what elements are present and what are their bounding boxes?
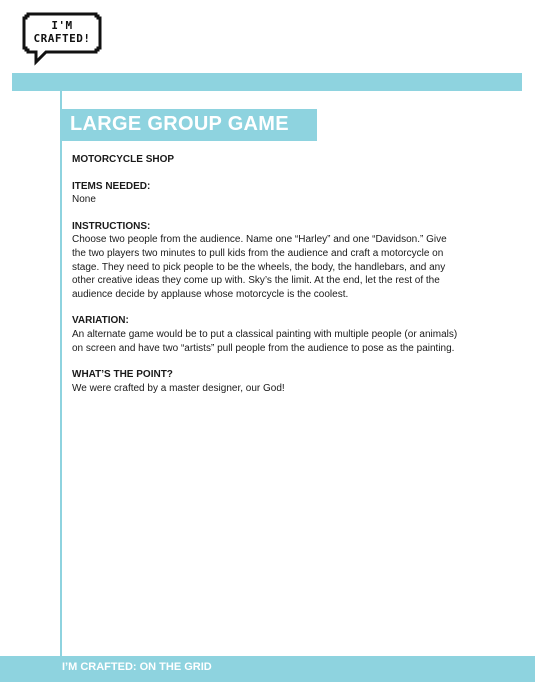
footer-text: I’M CRAFTED: ON THE GRID xyxy=(62,661,212,673)
game-content xyxy=(72,153,492,395)
instructions-line: other creative ideas they come up with. Sky’s the limit. At the end, let the rest of the xyxy=(72,275,440,287)
point-text: We were crafted by a master designer, our God! xyxy=(72,382,285,394)
variation-text xyxy=(72,328,492,355)
im-crafted-logo xyxy=(22,12,102,66)
instructions-line: the two players two minutes to pull kids from the audience and craft a motorcycle on xyxy=(72,247,444,259)
title-banner xyxy=(62,109,317,141)
point-heading: WHAT’S THE POINT? xyxy=(72,369,173,381)
top-band xyxy=(12,73,522,91)
instructions-line: stage. They need to pick people to be the wheels, the body, the handlebars, and any xyxy=(72,261,446,273)
page-title: LARGE GROUP GAME xyxy=(70,113,289,135)
instructions-text xyxy=(72,233,492,301)
variation-line: on screen and have two “artists” pull people from the audience to pose as the painting. xyxy=(72,342,455,354)
logo-line-1: I'M xyxy=(51,19,73,32)
instructions-line: Choose two people from the audience. Name one “Harley” and one “Davidson.” Give xyxy=(72,234,447,246)
items-needed-heading: ITEMS NEEDED: xyxy=(72,180,151,192)
logo-line-2: CRAFTED! xyxy=(33,32,91,45)
footer-band xyxy=(0,656,535,682)
instructions-line: audience decide by applause whose motorcycle is the coolest. xyxy=(72,288,349,300)
instructions-heading: INSTRUCTIONS: xyxy=(72,220,151,232)
variation-heading: VARIATION: xyxy=(72,315,129,327)
items-needed-text: None xyxy=(72,194,96,206)
game-name: MOTORCYCLE SHOP xyxy=(72,154,175,165)
left-rule xyxy=(60,91,62,656)
variation-line: An alternate game would be to put a classical painting with multiple people (or animals) xyxy=(72,328,458,340)
